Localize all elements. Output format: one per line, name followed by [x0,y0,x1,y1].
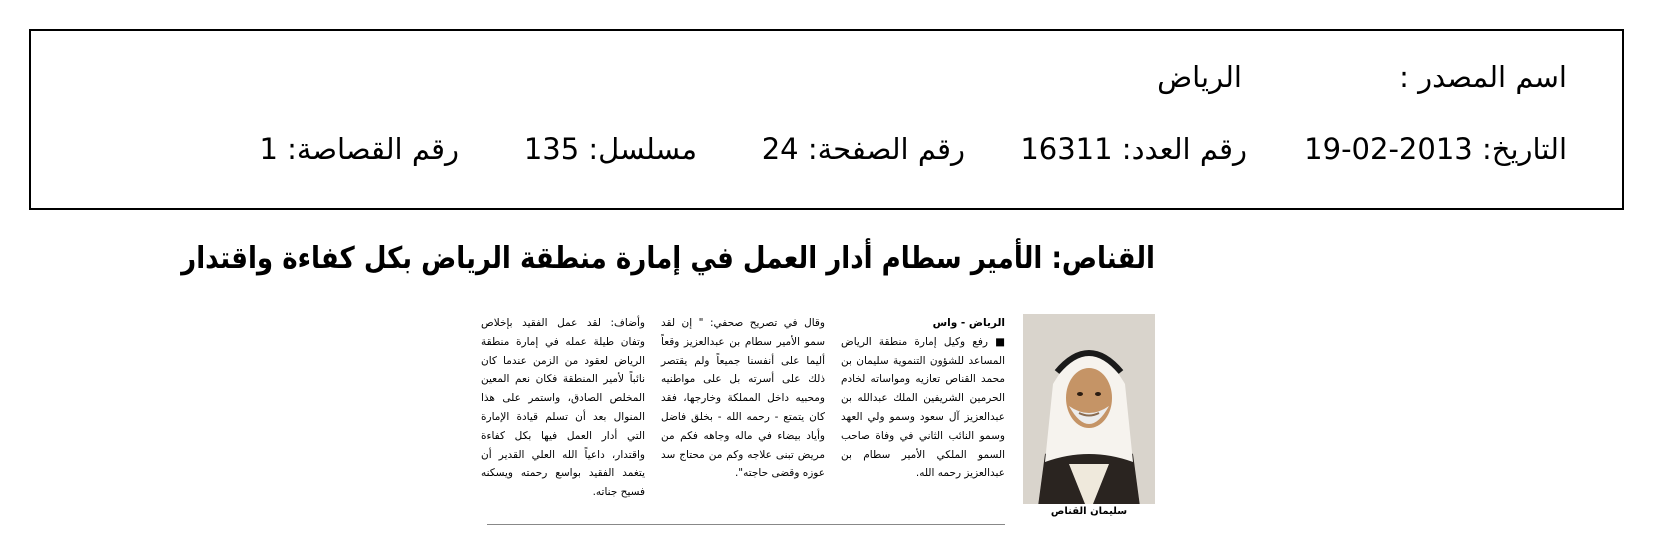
details-row [86,129,1567,169]
issue-number: رقم العدد: 16311 [1020,132,1247,166]
source-label: اسم المصدر : [1399,60,1567,94]
article-column-2 [661,314,825,483]
news-clipping [181,238,1155,538]
portrait-image [1023,314,1155,514]
column-2-text: وقال في تصريح صحفي: " إن لقد سمو الأمير سطام بن عبدالعزيز وقعاً أليما على أنفسنا جميعاً ولم يقتصر ذلك على أسرته بل على مواطنيه ومحبيه داخل المملكة وخارجها، فقد كان يتمتع - رحمه الله - بخلق فاضل وأياد بيضاء في ماله وجاهه فكم من مريض تبنى علاجه وكم من محتاج سد عوزه وقضى حاجته". [661,317,825,480]
date-field: التاريخ: 2013-02-19 [1304,132,1567,166]
article-headline: القناص: الأمير سطام أدار العمل في إمارة منطقة الرياض بكل كفاءة واقتدار [181,241,1155,276]
source-value: الرياض [1157,60,1242,94]
article-column-1 [841,314,1005,483]
clipping-number: رقم القصاصة: 1 [259,132,459,166]
photo-caption: سليمان القناص [1023,504,1155,520]
column-1-text: ■ رفع وكيل إمارة منطقة الرياض المساعد للشؤون التنموية سليمان بن محمد القناص تعازيه ومواساته لخادم الحرمين الشريفين الملك عبدالله بن عبدالعزيز آل سعود وسمو ولي العهد وسمو النائب الثاني في وفاة صاحب السمو الملكي الأمير سطام بن عبدالعزيز رحمه الله. [841,335,1005,480]
article-column-3 [481,314,645,502]
source-row [86,57,1567,97]
column-3-text: وأضاف: لقد عمل الفقيد بإخلاص وتفان طيلة عمله في إمارة منطقة الرياض لعقود من الزمن عندما كان نائباً لأمير المنطقة فكان نعم المعين المخلص الصادق، واستمر على هذا المنوال بعد أن تسلم قيادة الإمارة التي أدار العمل فيها بكل كفاءة واقتدار، داعياً الله العلي القدير أن يتغمد الفقيد بواسع رحمته ويسكنه فسيح جناته. [481,317,645,499]
page-number: رقم الصفحة: 24 [761,132,965,166]
bottom-divider [487,524,1005,525]
serial-number: مسلسل: 135 [523,132,697,166]
article-byline: الرياض - واس [932,317,1005,329]
clipping-info-box [29,29,1624,210]
portrait-photo [1023,314,1155,514]
